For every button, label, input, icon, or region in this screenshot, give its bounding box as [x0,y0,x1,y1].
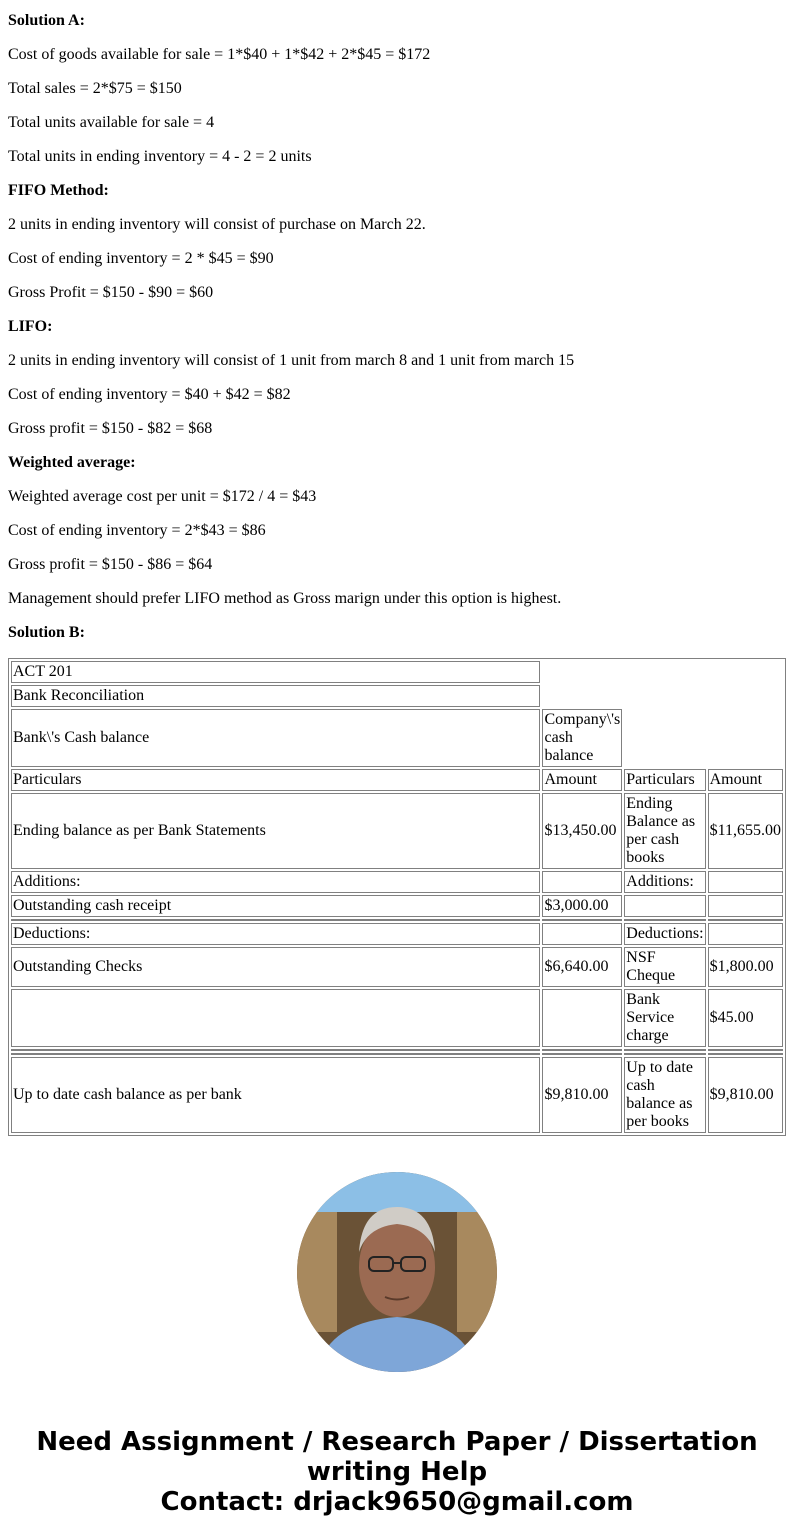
table-row [11,895,783,917]
cell: Outstanding Checks [11,947,540,987]
author-avatar [297,1172,497,1372]
table-header-row [11,769,783,791]
fifo-heading: FIFO Method: [8,182,109,199]
text-line: Gross Profit = $150 - $90 = $60 [8,284,214,301]
text-line: Gross profit = $150 - $82 = $68 [8,420,213,437]
cell: $13,450.00 [542,793,622,869]
text-line: Total units available for sale = 4 [8,114,215,131]
table-row [11,989,783,1047]
empty-row [11,1053,783,1055]
cell [624,895,705,917]
bank-reconciliation-table [8,658,786,1136]
table-subtitle: Bank Reconciliation [11,685,540,707]
text-line: Cost of ending inventory = 2 * $45 = $90 [8,250,274,267]
column-header: Amount [708,769,783,791]
solution-b-heading: Solution B: [8,624,85,641]
cell: $45.00 [708,989,783,1047]
cell: Deductions: [624,923,705,945]
text-line: Total units in ending inventory = 4 - 2 = 2 units [8,148,312,165]
cell: $11,655.00 [708,793,783,869]
text-line: Cost of ending inventory = 2*$43 = $86 [8,522,266,539]
solution-a [8,12,786,608]
cell: Additions: [624,871,705,893]
cell: $6,640.00 [542,947,622,987]
empty-row [11,1049,783,1051]
text-line: Total sales = 2*$75 = $150 [8,80,182,97]
company-header: Company\'s cash balance [542,709,622,767]
column-header: Amount [542,769,622,791]
cell [542,871,622,893]
cell: Ending balance as per Bank Statements [11,793,540,869]
table-title: ACT 201 [11,661,540,683]
table-row [11,793,783,869]
cell: $9,810.00 [708,1057,783,1133]
cell [542,989,622,1047]
cell: NSF Cheque [624,947,705,987]
cell: Bank Service charge [624,989,705,1047]
cell: Outstanding cash receipt [11,895,540,917]
text-line: 2 units in ending inventory will consist of purchase on March 22. [8,216,426,233]
text-line: Gross profit = $150 - $86 = $64 [8,556,213,573]
table-row [11,871,783,893]
weighted-heading: Weighted average: [8,454,136,471]
cell [708,871,783,893]
text-line: 2 units in ending inventory will consist of 1 unit from march 8 and 1 unit from march 15 [8,352,575,369]
column-header: Particulars [11,769,540,791]
text-line: Cost of ending inventory = $40 + $42 = $82 [8,386,291,403]
conclusion: Management should prefer LIFO method as Gross marign under this option is highest. [8,590,562,607]
lifo-heading: LIFO: [8,318,53,335]
footer-contact: Contact: drjack9650@gmail.com [160,1487,634,1517]
footer-promo [8,1427,786,1517]
table-row [11,1057,783,1133]
footer-line-1: Need Assignment / Research Paper / Dissertation writing Help [36,1427,758,1487]
cell [11,989,540,1047]
text-line: Weighted average cost per unit = $172 / 4 = $43 [8,488,317,505]
column-header: Particulars [624,769,705,791]
cell: $1,800.00 [708,947,783,987]
cell [708,923,783,945]
cell: $3,000.00 [542,895,622,917]
table-row [11,923,783,945]
text-line: Cost of goods available for sale = 1*$40 + 1*$42 + 2*$45 = $172 [8,46,431,63]
cell: Additions: [11,871,540,893]
cell: Ending Balance as per cash books [624,793,705,869]
cell: $9,810.00 [542,1057,622,1133]
solution-a-heading: Solution A: [8,12,85,29]
cell: Up to date cash balance as per books [624,1057,705,1133]
table-row [11,947,783,987]
cell [708,895,783,917]
bank-header: Bank\'s Cash balance [11,709,540,767]
empty-row [11,919,783,921]
cell: Up to date cash balance as per bank [11,1057,540,1133]
cell [542,923,622,945]
cell: Deductions: [11,923,540,945]
